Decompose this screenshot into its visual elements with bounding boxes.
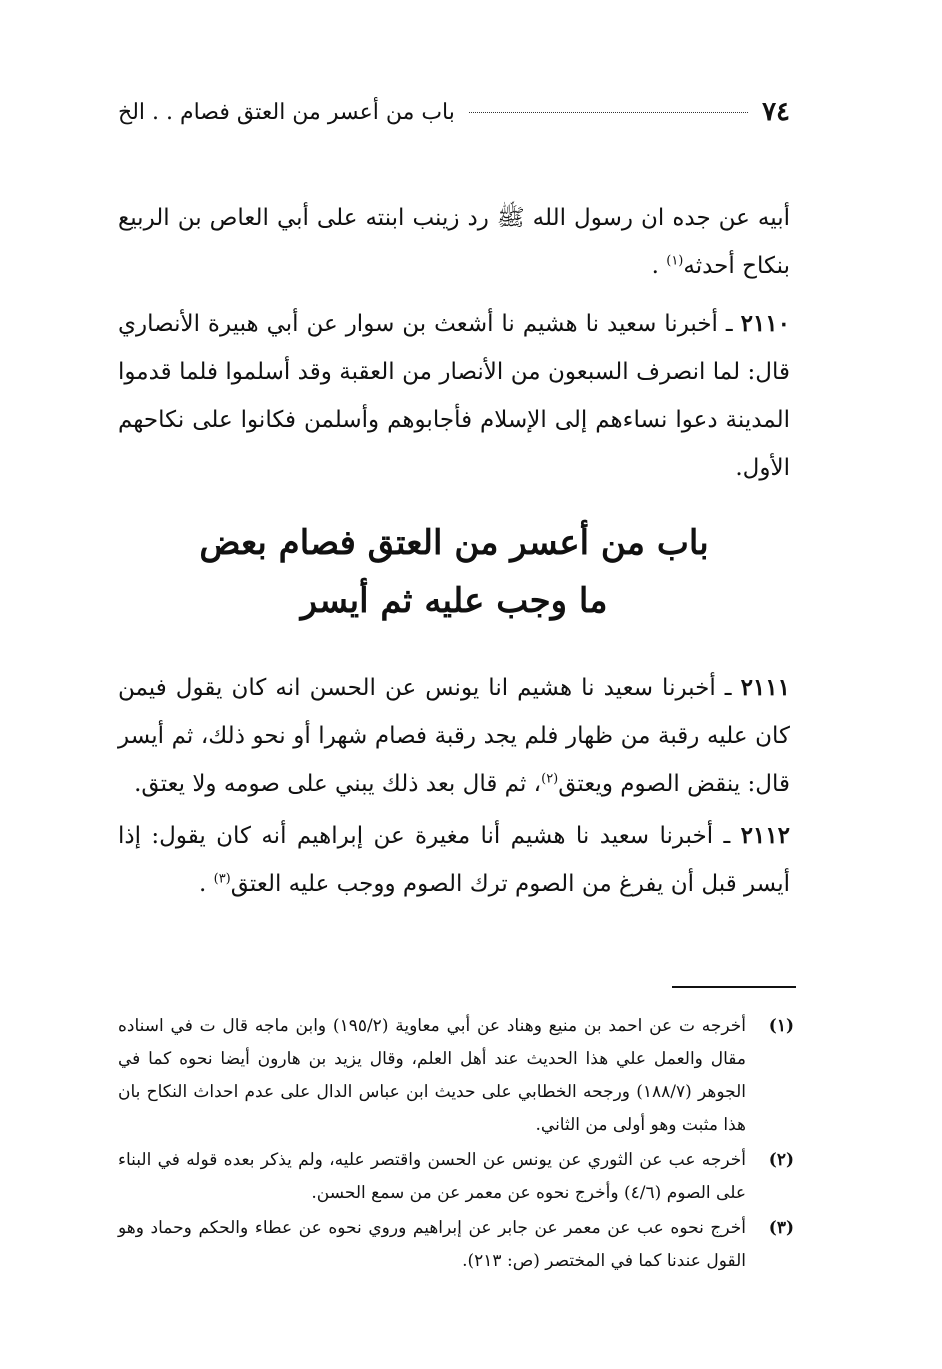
hadith-2112 xyxy=(118,812,790,908)
chapter-heading-line-1: باب من أعسر من العتق فصام بعض xyxy=(199,523,709,563)
page-header xyxy=(118,92,790,132)
running-title: باب من أعسر من العتق فصام . . الخ xyxy=(118,99,455,125)
footnote-ref: (٣) xyxy=(213,871,231,887)
footnotes xyxy=(118,1010,794,1280)
paragraph-end: ، ثم قال بعد ذلك يبني على صومه ولا يعتق. xyxy=(134,771,542,797)
footnote-ref: (١) xyxy=(666,253,684,269)
footnote-marker: (٢) xyxy=(768,1150,794,1170)
paragraph-text: ـ أخبرنا سعيد نا هشيم انا يونس عن الحسن انه كان يقول فيمن كان عليه رقبة من ظهار فلم يجد رقبة فصام شهرا أو نحو ذلك، ثم أيسر قال: ينقض الصوم ويعتق xyxy=(118,675,790,797)
hadith-2111 xyxy=(118,664,790,808)
chapter-heading-line-2: ما وجب عليه ثم أيسر xyxy=(300,581,608,621)
hadith-number: ٢١١٢ xyxy=(740,822,790,849)
hadith-number: ٢١١٠ xyxy=(740,310,790,337)
footnote-text: أخرجه ت عن احمد بن منيع وهناد عن أبي معاوية (١٩٥/٢) وابن ماجه قال ت في اسناده مقال والعمل علي هذا الحديث عند أهل العلم، وقال يزيد بن هارون أيضا نحوه كما في الجوهر (١٨٨/٧) ورجحه الخطابي على حديث ابن عباس الدال على عدم احداث النكاح بان هذا مثبت وهو أولى من الثاني. xyxy=(118,1016,746,1135)
paragraph-text: أبيه عن جده ان رسول الله ﷺ رد زينب ابنته على أبي العاص بن الربيع بنكاح أحدثه xyxy=(118,205,790,279)
footnote-marker: (١) xyxy=(768,1016,794,1036)
paragraph-end: . xyxy=(198,871,214,897)
footnote-1 xyxy=(118,1010,794,1142)
paragraph-end: . xyxy=(651,253,667,279)
page-number: ٧٤ xyxy=(762,97,790,127)
paragraph-text: ـ أخبرنا سعيد نا هشيم أنا مغيرة عن إبراهيم أنه كان يقول: إذا أيسر قبل أن يفرغ من الصوم ترك الصوم ووجب عليه العتق xyxy=(118,823,790,897)
footnote-3 xyxy=(118,1212,794,1278)
chapter-heading xyxy=(118,514,790,630)
paragraph-text: ـ أخبرنا سعيد نا هشيم نا أشعث بن سوار عن أبي هبيرة الأنصاري قال: لما انصرف السبعون من الأنصار من العقبة وقد أسلموا فلما قدموا المدينة دعوا نساءهم إلى الإسلام فأجابوهم وأسلمن فكانوا على نكاحهم الأول. xyxy=(118,311,790,481)
footnote-marker: (٣) xyxy=(768,1218,794,1238)
paragraph-continuation xyxy=(118,194,790,290)
header-dotted-rule xyxy=(469,111,748,113)
footnote-2 xyxy=(118,1144,794,1210)
hadith-2110 xyxy=(118,300,790,492)
footnote-text: أخرجه عب عن الثوري عن يونس عن الحسن واقتصر عليه، ولم يذكر بعده قوله في البناء على الصوم (٤/٦) وأخرج نحوه عن معمر عن من سمع الحسن. xyxy=(118,1150,746,1203)
hadith-number: ٢١١١ xyxy=(740,674,790,701)
footnote-divider xyxy=(672,986,796,988)
footnote-text: أخرج نحوه عب عن معمر عن جابر عن إبراهيم وروي نحوه عن عطاء والحكم وحماد وهو القول عندنا كما في المختصر (ص: ٢١٣). xyxy=(118,1218,746,1271)
footnote-ref: (٢) xyxy=(541,771,559,787)
